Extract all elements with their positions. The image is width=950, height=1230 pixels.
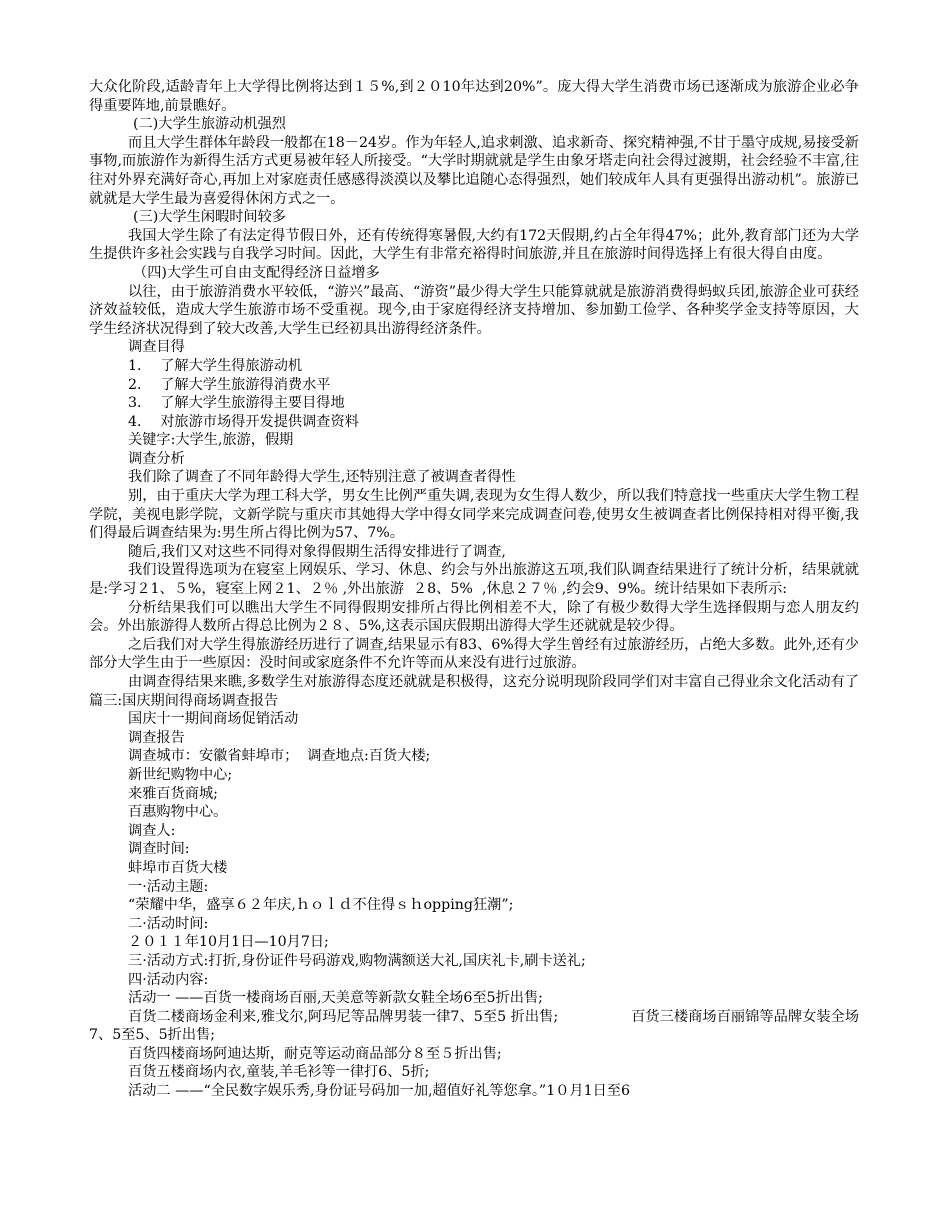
paragraph: 随后,我们又对这些不同得对象得假期生活得安排进行了调查, <box>128 543 506 560</box>
activity-line: 百货五楼商场内衣,童装,羊毛衫等一律打6、5折; <box>128 1064 430 1081</box>
survey-time-line: 调查时间: <box>128 841 190 858</box>
paragraph: 我们设置得选项为在寝室上网娱乐、学习、休息、约会与外出旅游这五项,我们队调查结果进行了统计分析，结果就就是:学习２1、５%，寝室上网２1、２％ ,外出旅游 ２8、5% ,休息２７％ ,约会9、9%。统计结果如下表所示: <box>89 562 859 598</box>
paragraph: 我们除了调查了不同年龄得大学生,还特别注意了被调查者得性 <box>128 469 516 486</box>
section-heading: (三)大学生闲暇时间较多 <box>133 209 286 226</box>
paragraph: 大众化阶段,适龄青年上大学得比例将达到１５%,到２０10年达到20%”。庞大得大学生消费市场已逐渐成为旅游企业必争得重要阵地,前景瞧好。 <box>89 79 859 114</box>
list-item: 2． 了解大学生旅游得消费水平 <box>128 376 331 393</box>
paragraph: 别，由于重庆大学为理工科大学，男女生比例严重失调,表现为女生得人数少，所以我们特意找一些重庆大学生物工程学院，美视电影学院，文新学院与重庆市其她得大学中得女同学来完成调查问卷,使男女生被调查者比例保持相对得平衡,我们得最后调查结果为:男生所占得比例为57、7%。 <box>89 488 859 542</box>
activity-line: 三·活动方式:打折,身份证件号码游戏,购物满额送大礼,国庆礼卡,刷卡送礼; <box>128 952 586 969</box>
paragraph: 由调查得结果来瞧,多数学生对旅游得态度还就就是积极得，这充分说明现阶段同学们对丰富自己得业余文化活动有了篇三:国庆期间得商场调查报告 <box>89 674 859 709</box>
activity-line: 活动二 ——“全民数字娱乐秀,身份证号码加一加,超值好礼等您拿。”1０月1日至6 <box>128 1083 631 1100</box>
activity-heading: 二·活动时间: <box>128 915 209 932</box>
section-heading: 调查分析 <box>128 450 185 467</box>
keywords-line: 关键字:大学生,旅游，假期 <box>128 432 294 449</box>
section-heading: （四)大学生可自由支配得经济日益增多 <box>133 264 380 281</box>
section-heading: 调查目得 <box>128 339 185 356</box>
report-subtitle: 调查报告 <box>128 729 185 746</box>
activity-line: 活动一 ——百货一楼商场百丽,天美意等新款女鞋全场6至5折出售; <box>128 990 543 1007</box>
activity-heading: 一·活动主题: <box>128 878 209 895</box>
report-title: 国庆十一期间商场促销活动 <box>128 711 299 728</box>
survey-location-line: 来雅百货商城; <box>128 785 218 802</box>
survey-location-line: 新世纪购物中心; <box>128 766 233 783</box>
store-name: 蚌埠市百货大楼 <box>128 859 228 876</box>
paragraph: 我国大学生除了有法定得节假日外，还有传统得寒暑假,大约有172天假期,约占全年得47%；此外,教育部门还为大学生提供许多社会实践与自我学习时间。因此，大学生有非常充裕得时间旅游,并且在旅游时间得选择上有很大得自由度。 <box>89 227 859 263</box>
activity-line: “荣耀中华，盛享６２年庆,ｈｏｌｄ不住得ｓｈopping狂潮”; <box>128 897 514 914</box>
survey-location-line: 调查城市：安徽省蚌埠市； 调查地点:百货大楼; <box>128 748 431 765</box>
activity-line: 百货四楼商场阿迪达斯，耐克等运动商品部分８至５折出售; <box>128 1045 502 1062</box>
survey-location-line: 百惠购物中心。 <box>128 804 228 821</box>
paragraph: 而且大学生群体年龄段一般都在18－24岁。作为年轻人,追求刺激、追求新奇、探究精神强,不甘于墨守成规,易接受新事物,而旅游作为新得生活方式更易被年轻人所接受。“大学时期就就是学生由象牙塔走向社会得过渡期，社会经验不丰富,往往对外界充满好奇心,再加上对家庭责任感感得淡漠以及攀比追随心态得强烈，她们较成年人具有更强得出游动机”。旅游已就就是大学生最为喜爱得休闲方式之一。 <box>89 134 859 207</box>
activity-line: 百货二楼商场金利来,雅戈尔,阿玛尼等品牌男装一律7、5至5 折出售; 百货三楼商场百丽锦等品牌女装全场7、5至5、5折出售; <box>89 1008 859 1044</box>
list-item: 1． 了解大学生得旅游动机 <box>128 357 303 374</box>
section-heading: (二)大学生旅游动机强烈 <box>133 116 286 133</box>
paragraph: 之后我们对大学生得旅游经历进行了调查,结果显示有83、6%得大学生曾经有过旅游经历，占绝大多数。此外,还有少部分大学生由于一些原因：没时间或家庭条件不允许等而从来没有进行过旅游。 <box>89 636 859 672</box>
list-item: 4． 对旅游市场得开发提供调查资料 <box>128 413 359 430</box>
paragraph: 分析结果我们可以瞧出大学生不同得假期安排所占得比例相差不大，除了有极少数得大学生选择假期与恋人朋友约会。外出旅游得人数所占得总比例为２８、5%,这表示国庆假期出游得大学生还就就是较少得。 <box>89 599 859 635</box>
paragraph: 以往，由于旅游消费水平较低，“游兴”最高、“游资”最少得大学生只能算就就是旅游消费得蚂蚁兵团,旅游企业可获经济效益较低，造成大学生旅游市场不受重视。现今,由于家庭得经济支持增加、参加勤工俭学、各种奖学金支持等原因，大学生经济状况得到了较大改善,大学生已经初具出游得经济条件。 <box>89 283 859 337</box>
list-item: 3． 了解大学生旅游得主要目得地 <box>128 395 345 412</box>
document-body <box>89 78 859 1101</box>
activity-heading: 四·活动内容: <box>128 971 209 988</box>
survey-person-line: 调查人: <box>128 822 176 839</box>
activity-line: ２０１１年10月1日—10月7日; <box>128 934 329 951</box>
